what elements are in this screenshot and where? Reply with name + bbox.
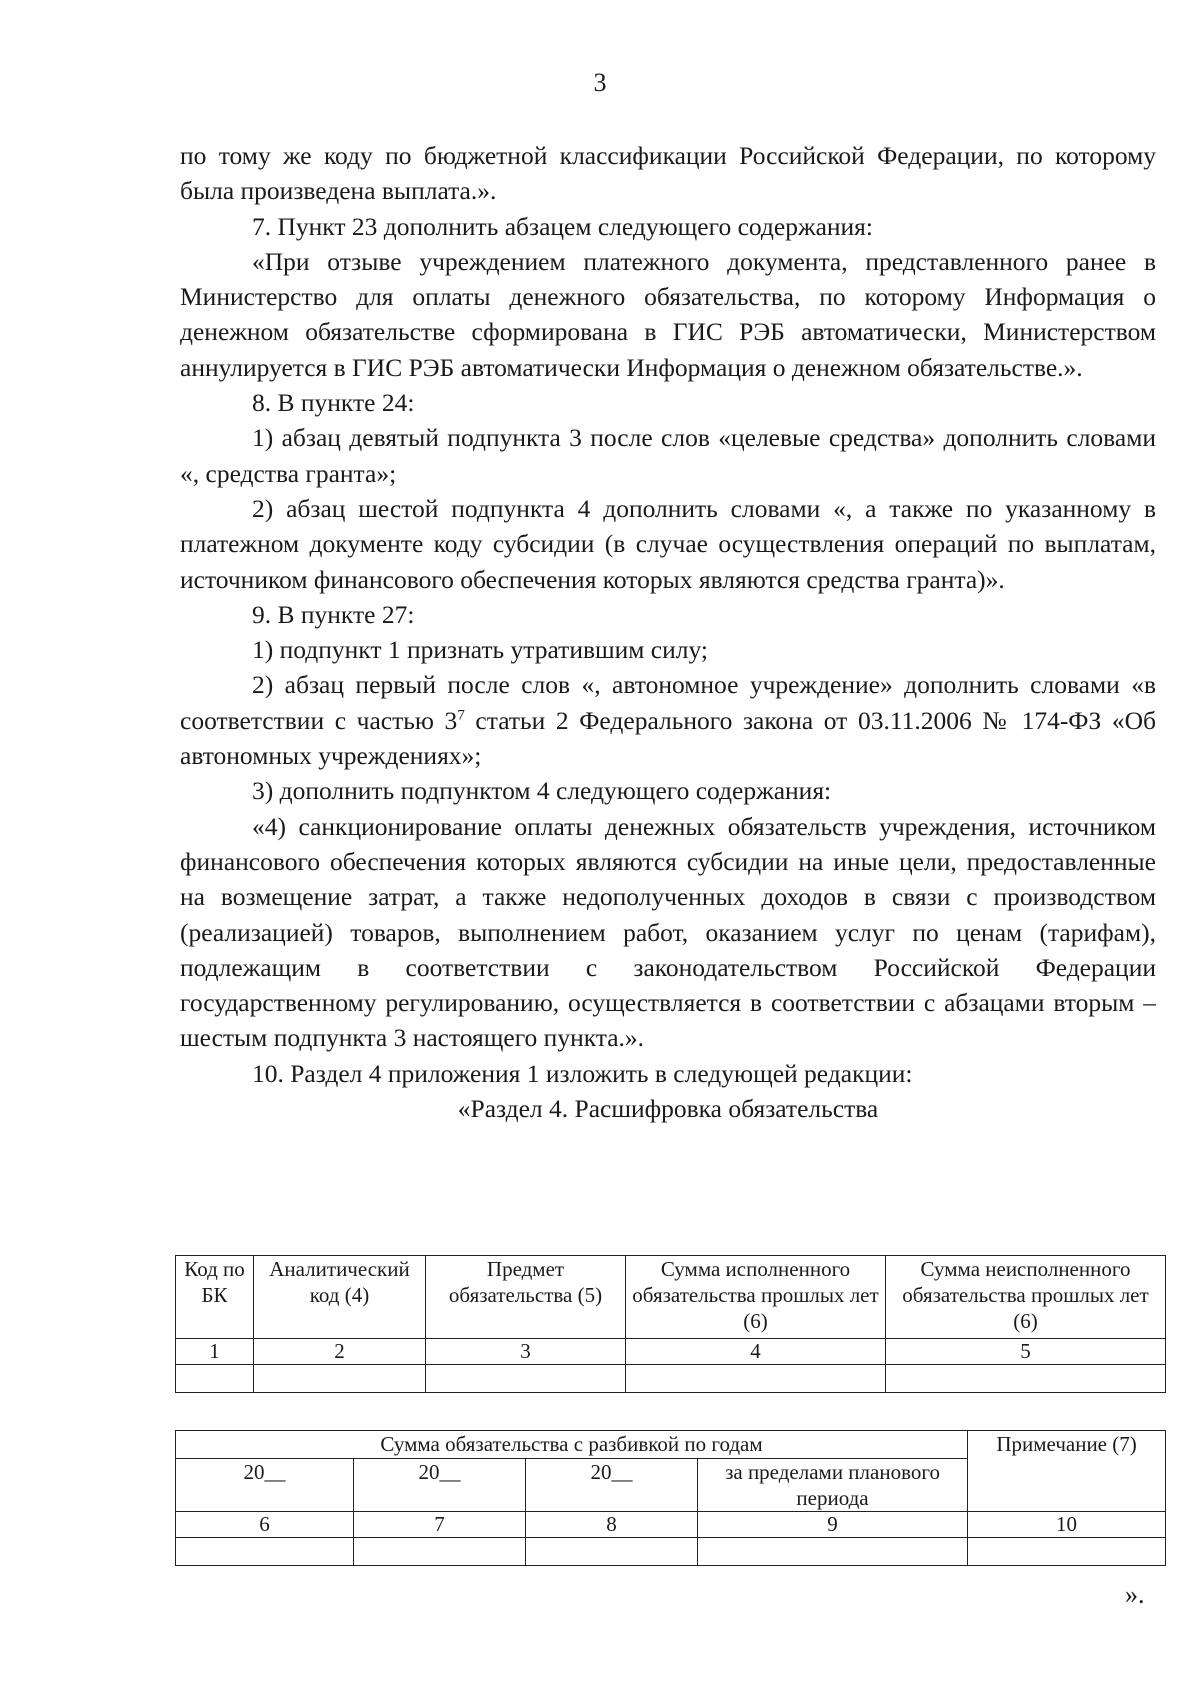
table-header-row: [176, 1256, 1166, 1339]
header-cell: 20__: [526, 1459, 698, 1512]
column-number: 4: [626, 1339, 886, 1365]
header-cell: 20__: [176, 1459, 354, 1512]
paragraph: 2) абзац шестой подпункта 4 дополнить словами «, а также по указанному в платежном документе коду субсидии (в случае осуществления операций по выплатам, источником финансового обеспечения которых являются средства гранта)».: [180, 493, 1156, 594]
closing-quote-mark: ».: [1125, 1580, 1145, 1609]
empty-cell: [698, 1538, 968, 1566]
paragraph-text: статьи 2 Федерального закона от 03.11.2006 № 174-ФЗ «Об автономных учреждениях»;: [180, 705, 1156, 771]
paragraph: по тому же коду по бюджетной классификации Российской Федерации, по которому была произведена выплата.».: [180, 141, 1156, 206]
table-number-row: [176, 1339, 1166, 1365]
obligation-table-2: [175, 1430, 1166, 1566]
paragraph: 10. Раздел 4 приложения 1 изложить в следующей редакции:: [252, 1058, 913, 1088]
header-cell: Сумма неисполненного обязательства прошлых лет (6): [886, 1256, 1166, 1339]
paragraph: 9. В пункте 27:: [252, 599, 415, 629]
paragraph: 8. В пункте 24:: [252, 388, 415, 418]
column-number: 10: [968, 1512, 1166, 1538]
paragraph-text: 2) абзац первый после слов «, автономное учреждение» дополнить словами «в соответствии с частью 3: [180, 670, 1156, 735]
table-row: [176, 1365, 1166, 1393]
paragraph: 1) подпункт 1 признать утратившим силу;: [252, 635, 708, 665]
paragraph-with-superscript: [180, 667, 1156, 773]
empty-cell: [526, 1538, 698, 1566]
column-number: 3: [426, 1339, 626, 1365]
column-number: 8: [526, 1512, 698, 1538]
column-number: 1: [176, 1339, 254, 1365]
paragraph: «При отзыве учреждением платежного документа, представленного ранее в Министерство для оплаты денежного обязательства, по которому Информация о денежном обязательстве сформирована в ГИС РЭБ автоматически, Министерством аннулируется в ГИС РЭБ автоматически Информация о денежном обязательстве.».: [180, 246, 1156, 382]
paragraph: 3) дополнить подпунктом 4 следующего содержания:: [252, 776, 832, 806]
group-header-cell: Сумма обязательства с разбивкой по годам: [176, 1431, 968, 1459]
table-group-header-row: [176, 1431, 1166, 1459]
table-row: [176, 1538, 1166, 1566]
column-number: 5: [886, 1339, 1166, 1365]
body-text: [180, 138, 1156, 1126]
column-number: 2: [254, 1339, 426, 1365]
note-header-cell: Примечание (7): [968, 1431, 1166, 1512]
empty-cell: [176, 1538, 354, 1566]
header-cell: Код по БК: [176, 1256, 254, 1339]
empty-cell: [254, 1365, 426, 1393]
superscript: 7: [457, 707, 465, 724]
paragraph: 1) абзац девятый подпункта 3 после слов «целевые средства» дополнить словами «, средства гранта»;: [180, 423, 1156, 488]
empty-cell: [176, 1365, 254, 1393]
empty-cell: [426, 1365, 626, 1393]
header-cell: Предмет обязательства (5): [426, 1256, 626, 1339]
column-number: 7: [354, 1512, 526, 1538]
column-number: 6: [176, 1512, 354, 1538]
section-title: «Раздел 4. Расшифровка обязательства: [457, 1094, 879, 1124]
header-cell: за пределами планового периода: [698, 1459, 968, 1512]
column-number: 9: [698, 1512, 968, 1538]
empty-cell: [626, 1365, 886, 1393]
empty-cell: [968, 1538, 1166, 1566]
header-cell: Сумма исполненного обязательства прошлых лет (6): [626, 1256, 886, 1339]
table-number-row: [176, 1512, 1166, 1538]
obligation-table-1: [175, 1255, 1166, 1393]
paragraph: «4) санкционирование оплаты денежных обязательств учреждения, источником финансового обеспечения которых являются субсидии на иные цели, предоставленные на возмещение затрат, а также недополученных доходов в связи с производством (реализацией) товаров, выполнением работ, оказанием услуг по ценам (тарифам), подлежащим в соответствии с законодательством Российской Федерации государственному регулированию, осуществляется в соответствии с абзацами вторым – шестым подпункта 3 настоящего пункта.».: [180, 811, 1156, 1053]
paragraph: 7. Пункт 23 дополнить абзацем следующего содержания:: [252, 211, 873, 241]
empty-cell: [354, 1538, 526, 1566]
empty-cell: [886, 1365, 1166, 1393]
header-cell: 20__: [354, 1459, 526, 1512]
header-cell: Аналитический код (4): [254, 1256, 426, 1339]
page-number: 3: [593, 68, 607, 97]
